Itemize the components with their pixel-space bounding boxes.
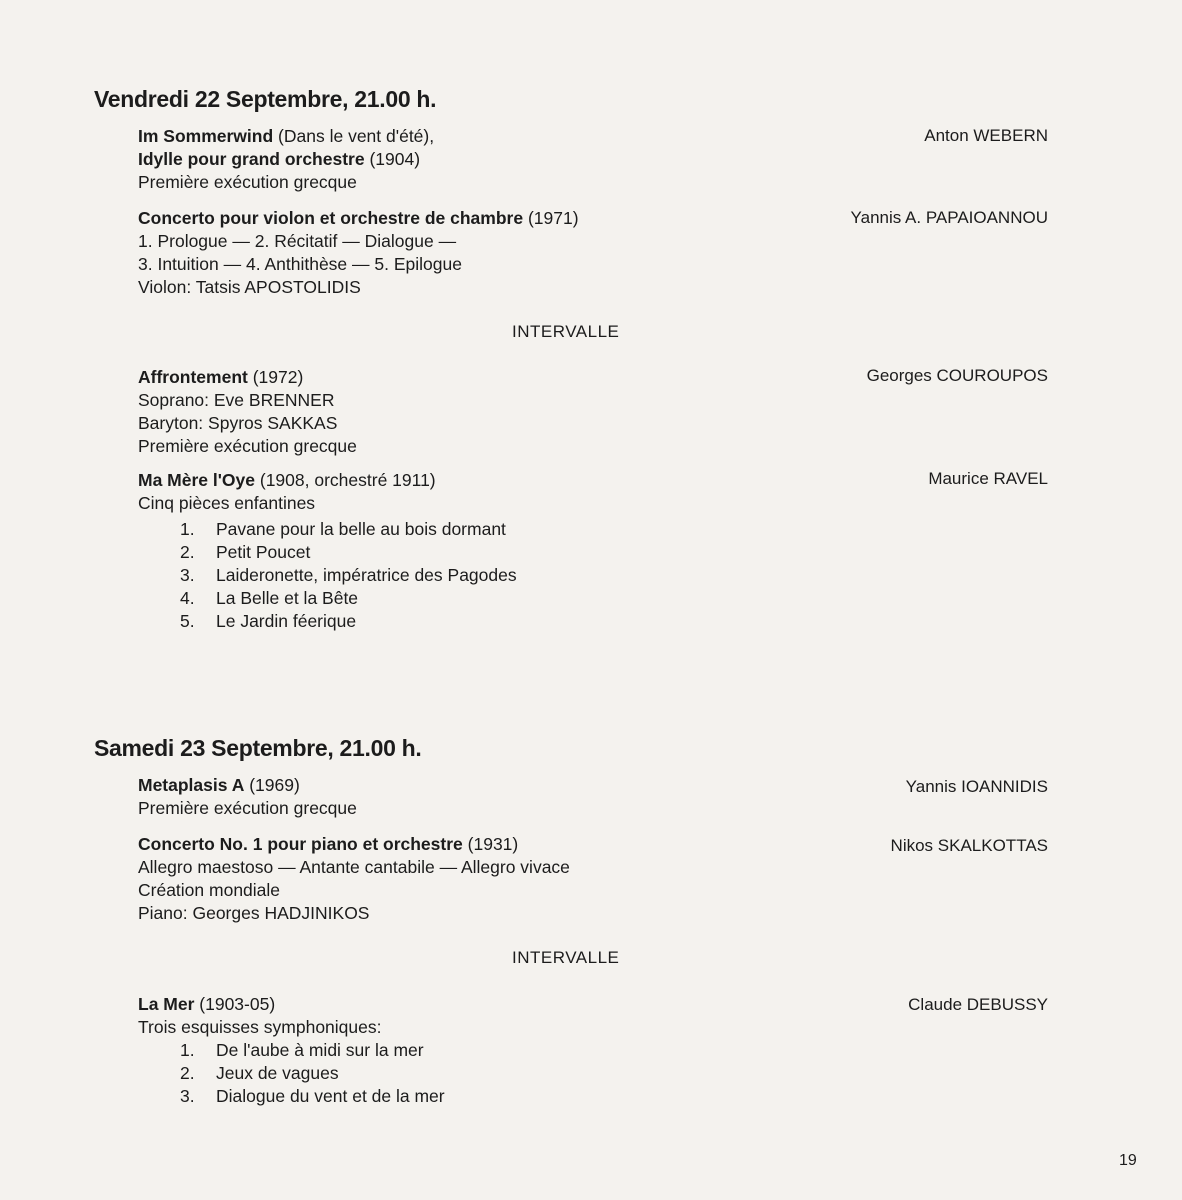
work-title: Concerto pour violon et orchestre de chambre [138,208,524,228]
work-title: Im Sommerwind [138,126,274,146]
work-title: Concerto No. 1 pour piano et orchestre [138,834,463,854]
list-item: 2. Petit Poucet [180,542,311,562]
composer-couroupos: Georges COUROUPOS [866,366,1048,385]
composer-skalkottas: Nikos SKALKOTTAS [890,836,1048,855]
page-number: 19 [1119,1152,1137,1169]
work-year: (1972) [252,367,304,387]
work-note: Première exécution grecque [138,172,357,192]
work-papaioannou [138,207,579,299]
work-line: Création mondiale [138,880,281,900]
work-ioannidis [138,774,357,820]
work-year: (1931) [467,834,519,854]
work-title: Metaplasis A [138,775,245,795]
composer-ioannidis: Yannis IOANNIDIS [905,777,1048,796]
work-subtitle: (Dans le vent d'été), [278,126,435,146]
list-item: 4. La Belle et la Bête [180,588,359,608]
soloist: Baryton: Spyros SAKKAS [138,413,338,433]
work-line: Allegro maestoso — Antante cantabile — Allegro vivace [138,857,570,877]
composer-debussy: Claude DEBUSSY [908,995,1048,1014]
work-year: (1903-05) [199,994,276,1014]
composer-ravel: Maurice RAVEL [928,469,1048,488]
soloist: Piano: Georges HADJINIKOS [138,903,370,923]
work-subtitle: Trois esquisses symphoniques: [138,1017,382,1037]
work-year: (1969) [249,775,300,795]
movements-line-1: 1. Prologue — 2. Récitatif — Dialogue — [138,231,457,251]
soloist: Soprano: Eve BRENNER [138,390,335,410]
day1-heading: Vendredi 22 Septembre, 21.00 h. [94,86,437,112]
work-subtitle: Cinq pièces enfantines [138,493,316,513]
day2-heading: Samedi 23 Septembre, 21.00 h. [94,735,422,761]
work-couroupos [138,366,357,458]
work-title: Affrontement [138,367,248,387]
list-item: 2. Jeux de vagues [180,1063,339,1083]
list-item: 1. De l'aube à midi sur la mer [180,1040,424,1060]
work-webern [138,125,434,194]
movements-line-2: 3. Intuition — 4. Anthithèse — 5. Epilogue [138,254,462,274]
soloist: Violon: Tatsis APOSTOLIDIS [138,277,361,297]
movement-list-ravel [180,518,517,633]
work-skalkottas [138,833,570,925]
work-title2: Idylle pour grand orchestre [138,149,365,169]
list-item: 3. Dialogue du vent et de la mer [180,1086,445,1106]
work-year: (1908, orchestré 1911) [259,470,436,490]
work-title: Ma Mère l'Oye [138,470,255,490]
intermission: INTERVALLE [512,322,620,341]
intermission: INTERVALLE [512,948,620,967]
work-note: Première exécution grecque [138,798,357,818]
movement-list-debussy [180,1039,445,1108]
composer-webern: Anton WEBERN [924,126,1048,145]
work-year: (1971) [527,208,579,228]
work-ravel [138,469,436,515]
composer-papaioannou: Yannis A. PAPAIOANNOU [850,208,1048,227]
list-item: 5. Le Jardin féerique [180,611,357,631]
work-note: Première exécution grecque [138,436,357,456]
work-title: La Mer [138,994,195,1014]
list-item: 1. Pavane pour la belle au bois dormant [180,519,506,539]
work-debussy [138,993,382,1039]
list-item: 3. Laideronette, impératrice des Pagodes [180,565,517,585]
work-year: (1904) [369,149,421,169]
